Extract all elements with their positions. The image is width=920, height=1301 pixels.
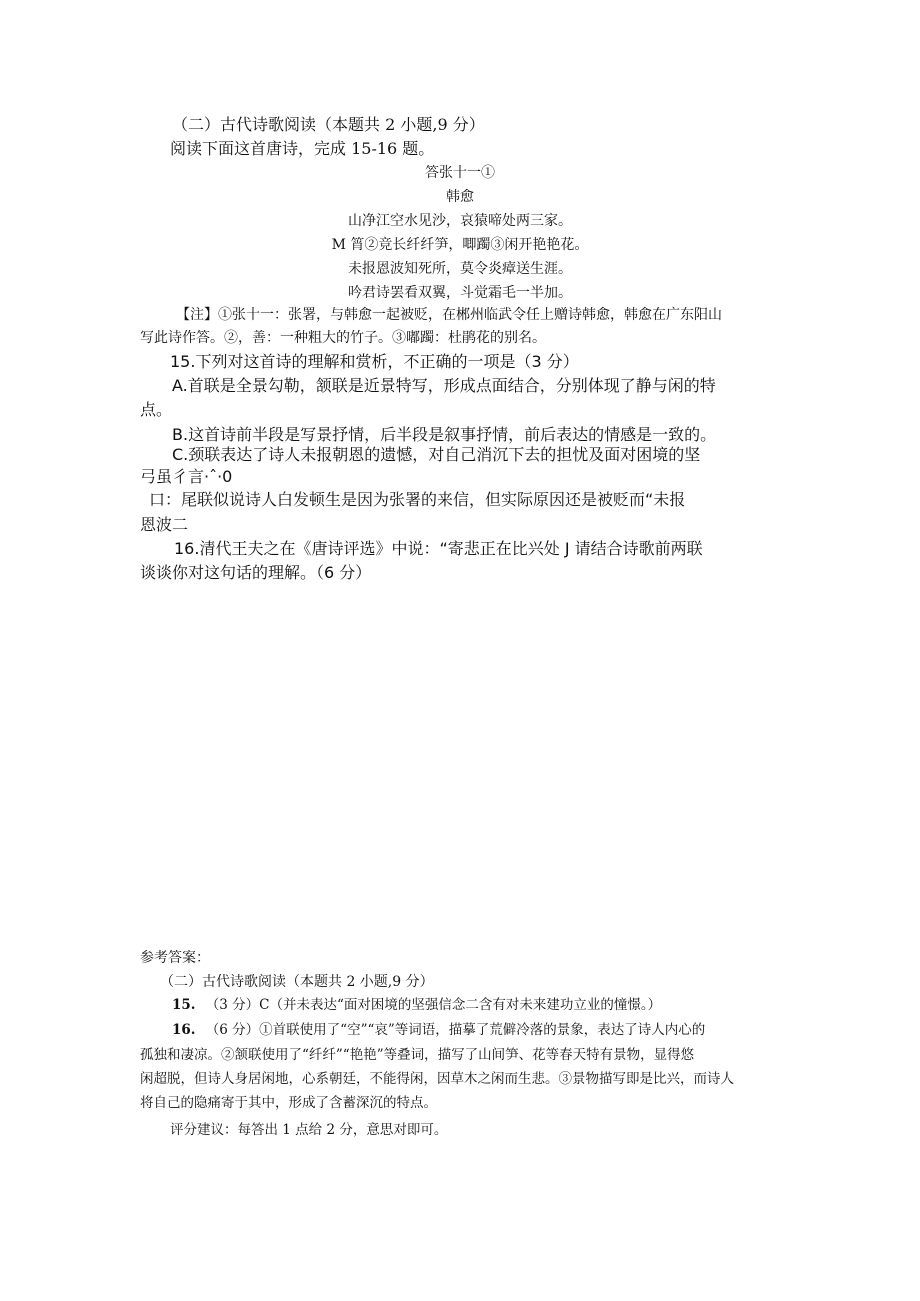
q16-line-2: 谈谈你对这句话的理解。（6 分） (140, 563, 372, 582)
poem-line-1: 山净江空水见沙，哀猿啼处两三家。 (348, 213, 572, 229)
q15-stem: 15.下列对这首诗的理解和赏析，不正确的一项是（3 分） (170, 352, 579, 371)
q16-line-1: 16.清代王夫之在《唐诗评选》中说：“寄悲正在比兴处 J 请结合诗歌前两联 (174, 539, 703, 558)
poem-line-3: 未报恩波知死所，莫令炎瘴送生涯。 (348, 261, 572, 277)
reading-instruction: 阅读下面这首唐诗，完成 15-16 题。 (170, 139, 435, 158)
answers-label: 参考答案： (140, 950, 210, 966)
poem-author: 韩愈 (446, 189, 474, 205)
answer-16-number: 16. (172, 1022, 196, 1038)
q15-option-c-line1: C.颈联表达了诗人未报朝恩的遗憾，对自己消沉下去的担忧及面对困境的坚 (172, 445, 701, 464)
q15-option-d-line1: 口：尾联似说诗人白发顿生是因为张署的来信，但实际原因还是被贬而“未报 (149, 490, 686, 509)
answer-16-line-3: 闲超脱，但诗人身居闲地，心系朝廷，不能得闲，因草木之闲而生悲。③景物描写即是比兴，而诗人 (140, 1071, 734, 1087)
answer-15 (172, 999, 661, 1013)
note-line-2: 写此诗作答。②，善：一种粗大的竹子。③嘟躅：杜鹃花的别名。 (140, 330, 546, 346)
poem-line-4: 吟君诗罢看双翼，斗觉霜毛一半加。 (348, 285, 572, 301)
answer-16-line-4: 将自己的隐痛寄于其中，形成了含蓄深沉的特点。 (140, 1095, 437, 1111)
answers-heading: （二）古代诗歌阅读（本题共 2 小题,9 分） (160, 974, 434, 990)
q15-option-b: B.这首诗前半段是写景抒情，后半段是叙事抒情，前后表达的情感是一致的。 (172, 425, 717, 444)
answer-16-text-1: （6 分）①首联使用了“空”“哀”等词语，描摹了荒僻冷落的景象，表达了诗人内心的 (205, 1022, 706, 1038)
q15-option-a-line1: A.首联是全景勾勒，颔联是近景特写，形成点面结合，分别体现了静与闲的特 (172, 376, 716, 395)
poem-line-2: M 筲②竞长纤纤笋，唧躅③闲开艳艳花。 (331, 237, 589, 253)
q15-option-a-line2: 点。 (140, 400, 173, 419)
answer-15-text: （3 分）C（并未表达“面对困境的坚强信念二含有对未来建功立业的憧憬。） (205, 997, 662, 1013)
q15-option-d-line2: 恩波二 (140, 515, 189, 534)
answer-15-number: 15. (172, 997, 196, 1013)
answer-16-line-1 (172, 1024, 705, 1038)
scoring-note: 评分建议：每答出 1 点给 2 分，意思对即可。 (170, 1122, 448, 1138)
poem-title: 答张十一① (425, 165, 495, 181)
section-heading: （二）古代诗歌阅读（本题共 2 小题,9 分） (172, 115, 485, 134)
answer-16-line-2: 孤独和凄凉。②颔联使用了“纤纤”“艳艳”等叠词，描写了山间笋、花等春天特有景物，显得悠 (140, 1047, 695, 1063)
q15-option-c-line2: 弓虽彳言·ˆ·0 (140, 467, 233, 486)
note-line-1: 【注】①张十一：张署，与韩愈一起被贬，在郴州临武令任上赠诗韩愈，韩愈在广东阳山 (176, 307, 722, 323)
